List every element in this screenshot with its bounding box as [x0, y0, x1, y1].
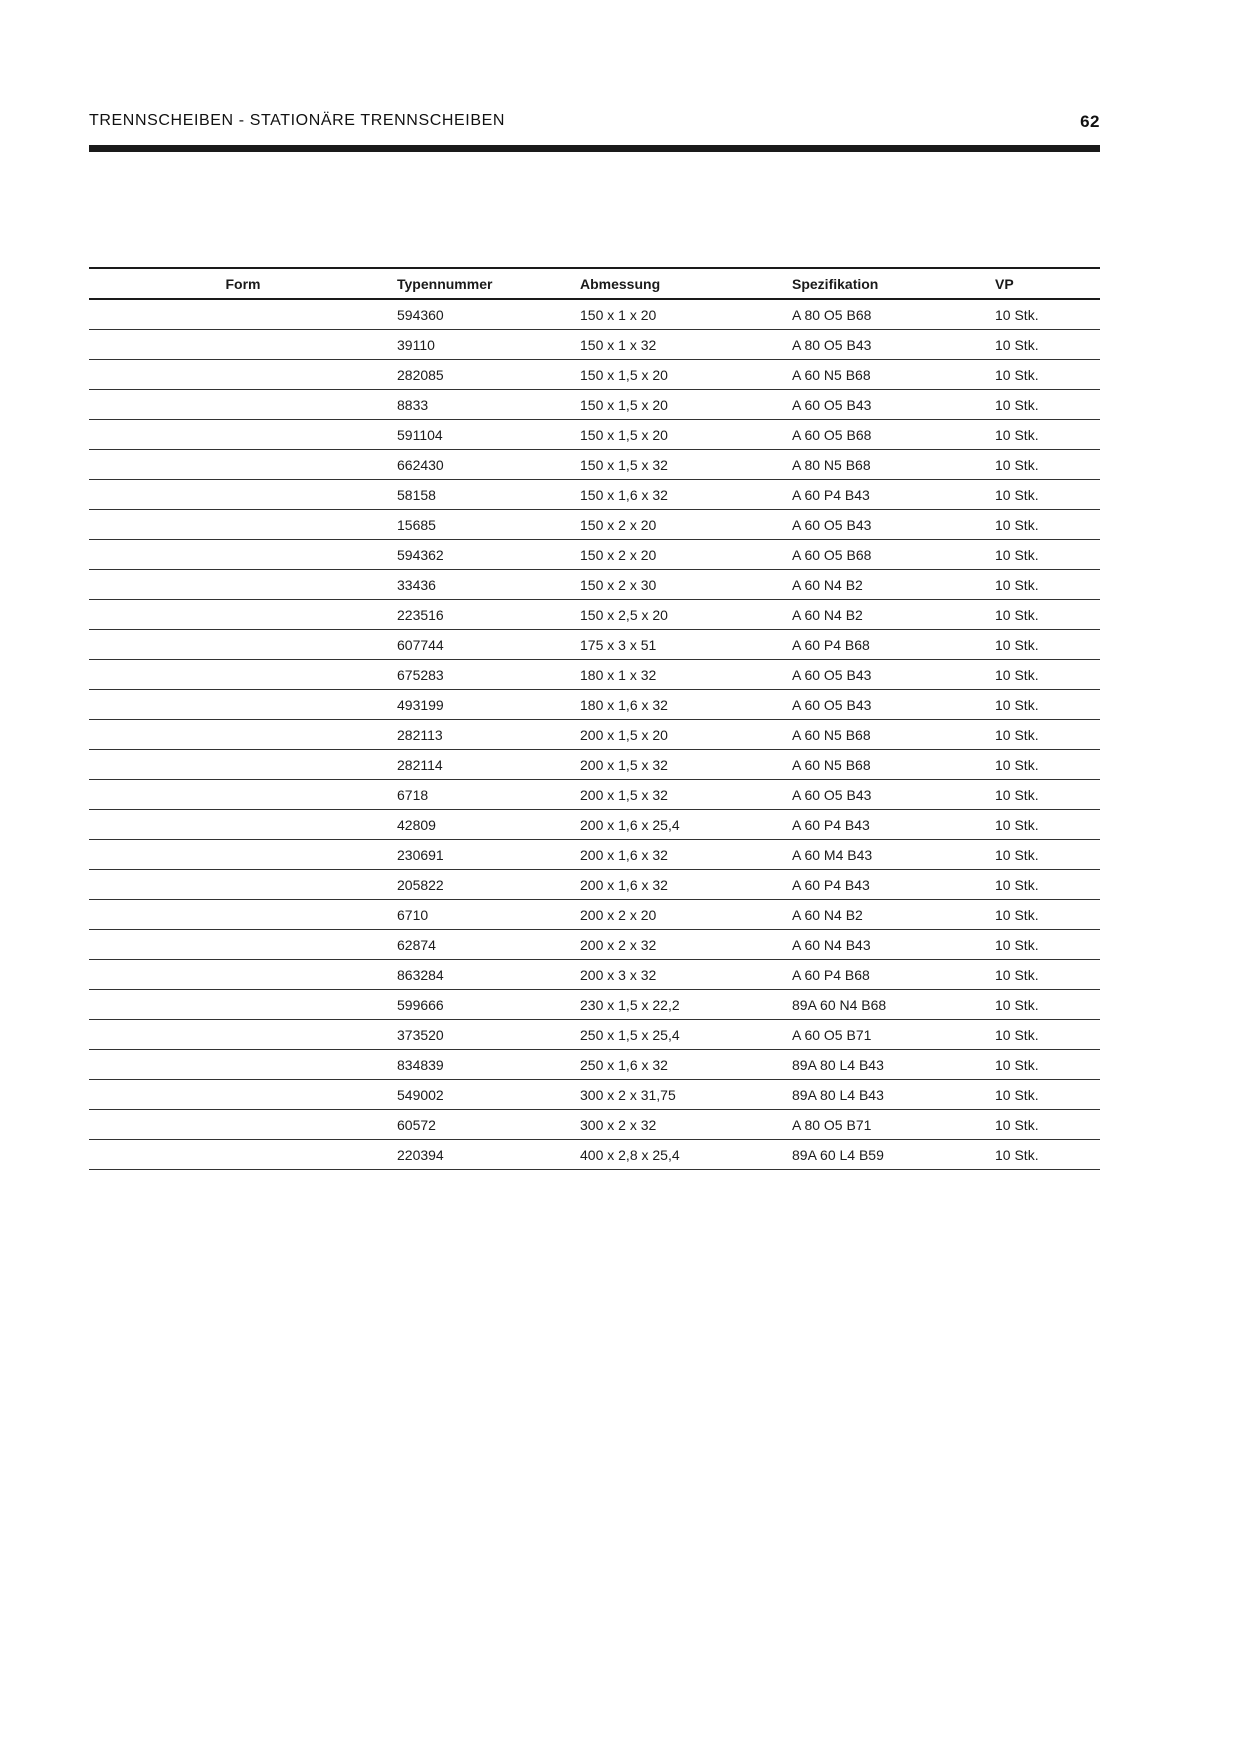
table-row	[89, 870, 1100, 900]
vp-cell: 10 Stk.	[995, 720, 1100, 750]
vp-cell: 10 Stk.	[995, 900, 1100, 930]
form-cell	[89, 570, 397, 600]
typennummer-cell: 594362	[397, 540, 580, 570]
table-row	[89, 1110, 1100, 1140]
table-row	[89, 930, 1100, 960]
column-header-spezifikation: Spezifikation	[792, 268, 995, 299]
spezifikation-cell: A 60 P4 B68	[792, 960, 995, 990]
vp-cell: 10 Stk.	[995, 660, 1100, 690]
form-cell	[89, 450, 397, 480]
table-row	[89, 510, 1100, 540]
table-row	[89, 570, 1100, 600]
spezifikation-cell: A 60 O5 B43	[792, 510, 995, 540]
spezifikation-cell: A 60 N4 B2	[792, 570, 995, 600]
spezifikation-cell: A 60 N4 B2	[792, 600, 995, 630]
abmessung-cell: 300 x 2 x 32	[580, 1110, 792, 1140]
form-cell	[89, 510, 397, 540]
spezifikation-cell: 89A 60 N4 B68	[792, 990, 995, 1020]
form-cell	[89, 480, 397, 510]
abmessung-cell: 150 x 1,5 x 32	[580, 450, 792, 480]
typennummer-cell: 599666	[397, 990, 580, 1020]
typennummer-cell: 282114	[397, 750, 580, 780]
form-cell	[89, 690, 397, 720]
abmessung-cell: 400 x 2,8 x 25,4	[580, 1140, 792, 1170]
vp-cell: 10 Stk.	[995, 960, 1100, 990]
spezifikation-cell: A 60 N4 B2	[792, 900, 995, 930]
table-row	[89, 900, 1100, 930]
spezifikation-cell: A 80 N5 B68	[792, 450, 995, 480]
table-row	[89, 600, 1100, 630]
spezifikation-cell: A 60 M4 B43	[792, 840, 995, 870]
form-cell	[89, 840, 397, 870]
typennummer-cell: 662430	[397, 450, 580, 480]
vp-cell: 10 Stk.	[995, 540, 1100, 570]
table-row	[89, 630, 1100, 660]
typennummer-cell: 6718	[397, 780, 580, 810]
abmessung-cell: 200 x 1,5 x 20	[580, 720, 792, 750]
form-cell	[89, 1080, 397, 1110]
typennummer-cell: 834839	[397, 1050, 580, 1080]
vp-cell: 10 Stk.	[995, 390, 1100, 420]
vp-cell: 10 Stk.	[995, 990, 1100, 1020]
typennummer-cell: 863284	[397, 960, 580, 990]
form-cell	[89, 660, 397, 690]
vp-cell: 10 Stk.	[995, 870, 1100, 900]
abmessung-cell: 150 x 2,5 x 20	[580, 600, 792, 630]
abmessung-cell: 150 x 1,6 x 32	[580, 480, 792, 510]
column-header-form: Form	[89, 268, 397, 299]
abmessung-cell: 150 x 1,5 x 20	[580, 390, 792, 420]
form-cell	[89, 540, 397, 570]
spezifikation-cell: A 60 N5 B68	[792, 750, 995, 780]
form-cell	[89, 390, 397, 420]
form-cell	[89, 1110, 397, 1140]
abmessung-cell: 180 x 1 x 32	[580, 660, 792, 690]
table-row	[89, 810, 1100, 840]
spezifikation-cell: A 60 N5 B68	[792, 720, 995, 750]
typennummer-cell: 62874	[397, 930, 580, 960]
vp-cell: 10 Stk.	[995, 1020, 1100, 1050]
spezifikation-cell: A 60 P4 B43	[792, 870, 995, 900]
form-cell	[89, 1020, 397, 1050]
table-row	[89, 1140, 1100, 1170]
abmessung-cell: 230 x 1,5 x 22,2	[580, 990, 792, 1020]
vp-cell: 10 Stk.	[995, 1140, 1100, 1170]
table-row	[89, 660, 1100, 690]
spezifikation-cell: A 60 N5 B68	[792, 360, 995, 390]
table-row	[89, 360, 1100, 390]
table-row	[89, 450, 1100, 480]
abmessung-cell: 200 x 1,6 x 32	[580, 840, 792, 870]
form-cell	[89, 870, 397, 900]
table-row	[89, 1020, 1100, 1050]
spezifikation-cell: A 60 P4 B43	[792, 810, 995, 840]
vp-cell: 10 Stk.	[995, 690, 1100, 720]
spezifikation-cell: A 60 O5 B68	[792, 420, 995, 450]
table-header-row	[89, 268, 1100, 299]
vp-cell: 10 Stk.	[995, 480, 1100, 510]
column-header-abmessung: Abmessung	[580, 268, 792, 299]
form-cell	[89, 1050, 397, 1080]
vp-cell: 10 Stk.	[995, 810, 1100, 840]
typennummer-cell: 493199	[397, 690, 580, 720]
abmessung-cell: 200 x 1,6 x 32	[580, 870, 792, 900]
form-cell	[89, 930, 397, 960]
form-cell	[89, 600, 397, 630]
table-row	[89, 299, 1100, 330]
vp-cell: 10 Stk.	[995, 510, 1100, 540]
typennummer-cell: 230691	[397, 840, 580, 870]
typennummer-cell: 58158	[397, 480, 580, 510]
typennummer-cell: 8833	[397, 390, 580, 420]
page-title: TRENNSCHEIBEN - STATIONÄRE TRENNSCHEIBEN	[89, 112, 506, 129]
table-row	[89, 1050, 1100, 1080]
spezifikation-cell: A 60 O5 B71	[792, 1020, 995, 1050]
typennummer-cell: 282085	[397, 360, 580, 390]
spezifikation-cell: A 80 O5 B71	[792, 1110, 995, 1140]
abmessung-cell: 150 x 2 x 20	[580, 540, 792, 570]
header-rule	[89, 145, 1100, 152]
typennummer-cell: 675283	[397, 660, 580, 690]
form-cell	[89, 420, 397, 450]
spezifikation-cell: A 60 O5 B43	[792, 390, 995, 420]
typennummer-cell: 607744	[397, 630, 580, 660]
spezifikation-cell: A 80 O5 B68	[792, 299, 995, 330]
form-cell	[89, 780, 397, 810]
table-row	[89, 420, 1100, 450]
spezifikation-cell: A 60 P4 B43	[792, 480, 995, 510]
vp-cell: 10 Stk.	[995, 450, 1100, 480]
form-cell	[89, 960, 397, 990]
spezifikation-cell: 89A 80 L4 B43	[792, 1050, 995, 1080]
form-cell	[89, 720, 397, 750]
typennummer-cell: 6710	[397, 900, 580, 930]
abmessung-cell: 200 x 3 x 32	[580, 960, 792, 990]
page-header	[89, 112, 1100, 134]
abmessung-cell: 150 x 2 x 20	[580, 510, 792, 540]
typennummer-cell: 591104	[397, 420, 580, 450]
vp-cell: 10 Stk.	[995, 330, 1100, 360]
spezifikation-cell: A 60 O5 B43	[792, 660, 995, 690]
vp-cell: 10 Stk.	[995, 930, 1100, 960]
abmessung-cell: 150 x 2 x 30	[580, 570, 792, 600]
abmessung-cell: 200 x 2 x 32	[580, 930, 792, 960]
table-body	[89, 299, 1100, 1170]
spezifikation-cell: A 60 O5 B43	[792, 780, 995, 810]
abmessung-cell: 200 x 1,5 x 32	[580, 780, 792, 810]
typennummer-cell: 373520	[397, 1020, 580, 1050]
table-row	[89, 780, 1100, 810]
abmessung-cell: 150 x 1 x 32	[580, 330, 792, 360]
product-table	[89, 267, 1100, 1170]
table-row	[89, 840, 1100, 870]
typennummer-cell: 594360	[397, 299, 580, 330]
table-row	[89, 330, 1100, 360]
table-row	[89, 540, 1100, 570]
form-cell	[89, 630, 397, 660]
table-row	[89, 1080, 1100, 1110]
column-header-typennummer: Typennummer	[397, 268, 580, 299]
form-cell	[89, 750, 397, 780]
typennummer-cell: 205822	[397, 870, 580, 900]
spezifikation-cell: A 60 N4 B43	[792, 930, 995, 960]
typennummer-cell: 33436	[397, 570, 580, 600]
spezifikation-cell: A 60 O5 B68	[792, 540, 995, 570]
abmessung-cell: 200 x 1,6 x 25,4	[580, 810, 792, 840]
typennummer-cell: 220394	[397, 1140, 580, 1170]
abmessung-cell: 150 x 1,5 x 20	[580, 420, 792, 450]
form-cell	[89, 810, 397, 840]
table-row	[89, 990, 1100, 1020]
form-cell	[89, 330, 397, 360]
typennummer-cell: 42809	[397, 810, 580, 840]
table-row	[89, 480, 1100, 510]
typennummer-cell: 282113	[397, 720, 580, 750]
abmessung-cell: 175 x 3 x 51	[580, 630, 792, 660]
table-row	[89, 960, 1100, 990]
abmessung-cell: 150 x 1,5 x 20	[580, 360, 792, 390]
abmessung-cell: 250 x 1,5 x 25,4	[580, 1020, 792, 1050]
spezifikation-cell: A 60 O5 B43	[792, 690, 995, 720]
spezifikation-cell: 89A 60 L4 B59	[792, 1140, 995, 1170]
vp-cell: 10 Stk.	[995, 1080, 1100, 1110]
column-header-vp: VP	[995, 268, 1100, 299]
typennummer-cell: 60572	[397, 1110, 580, 1140]
abmessung-cell: 200 x 1,5 x 32	[580, 750, 792, 780]
vp-cell: 10 Stk.	[995, 780, 1100, 810]
vp-cell: 10 Stk.	[995, 570, 1100, 600]
vp-cell: 10 Stk.	[995, 1110, 1100, 1140]
typennummer-cell: 15685	[397, 510, 580, 540]
form-cell	[89, 990, 397, 1020]
vp-cell: 10 Stk.	[995, 420, 1100, 450]
vp-cell: 10 Stk.	[995, 600, 1100, 630]
abmessung-cell: 200 x 2 x 20	[580, 900, 792, 930]
vp-cell: 10 Stk.	[995, 840, 1100, 870]
product-table-container	[89, 267, 1100, 1170]
table-row	[89, 750, 1100, 780]
vp-cell: 10 Stk.	[995, 630, 1100, 660]
vp-cell: 10 Stk.	[995, 750, 1100, 780]
vp-cell: 10 Stk.	[995, 360, 1100, 390]
page-number: 62	[1080, 112, 1100, 131]
abmessung-cell: 300 x 2 x 31,75	[580, 1080, 792, 1110]
spezifikation-cell: A 80 O5 B43	[792, 330, 995, 360]
typennummer-cell: 549002	[397, 1080, 580, 1110]
form-cell	[89, 900, 397, 930]
abmessung-cell: 180 x 1,6 x 32	[580, 690, 792, 720]
spezifikation-cell: A 60 P4 B68	[792, 630, 995, 660]
vp-cell: 10 Stk.	[995, 1050, 1100, 1080]
abmessung-cell: 150 x 1 x 20	[580, 299, 792, 330]
typennummer-cell: 39110	[397, 330, 580, 360]
table-row	[89, 390, 1100, 420]
form-cell	[89, 360, 397, 390]
typennummer-cell: 223516	[397, 600, 580, 630]
vp-cell: 10 Stk.	[995, 299, 1100, 330]
table-row	[89, 690, 1100, 720]
abmessung-cell: 250 x 1,6 x 32	[580, 1050, 792, 1080]
form-cell	[89, 299, 397, 330]
table-row	[89, 720, 1100, 750]
form-cell	[89, 1140, 397, 1170]
spezifikation-cell: 89A 80 L4 B43	[792, 1080, 995, 1110]
